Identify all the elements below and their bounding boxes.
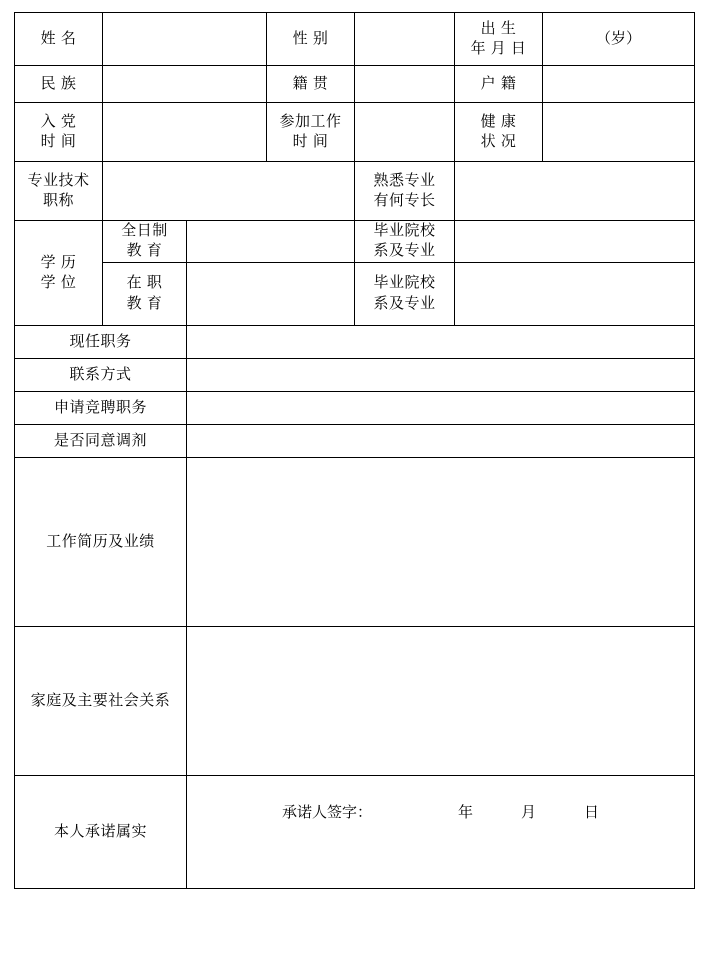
value-household[interactable] (543, 66, 695, 103)
label-party-line2: 时 间 (40, 133, 77, 150)
table-row (15, 262, 695, 325)
table-row (15, 325, 695, 358)
label-work-experience: 工作简历及业绩 (15, 457, 187, 626)
label-school2-line2: 系及专业 (373, 294, 436, 312)
value-graduate-school-2[interactable] (455, 262, 695, 325)
label-graduate-school-1 (355, 221, 455, 263)
label-specialty-line1: 熟悉专业 (373, 171, 436, 189)
label-fulltime-line2: 教 育 (126, 242, 163, 260)
value-agree-transfer[interactable] (187, 424, 695, 457)
label-professional-title (15, 162, 103, 221)
table-row (15, 13, 695, 66)
value-contact[interactable] (187, 358, 695, 391)
label-education-degree (15, 221, 103, 326)
table-row (15, 424, 695, 457)
table-row (15, 162, 695, 221)
label-work-line2: 时 间 (292, 133, 329, 150)
table-row (15, 626, 695, 775)
label-gender: 性 别 (267, 13, 355, 66)
signature-label: 承诺人签字： (281, 803, 372, 821)
table-row (15, 103, 695, 162)
value-current-position[interactable] (187, 325, 695, 358)
signature-month: 月 (521, 803, 537, 821)
label-inservice-line2: 教 育 (126, 294, 163, 312)
signature-day: 日 (584, 803, 600, 821)
value-birth-date[interactable] (543, 13, 695, 66)
value-work-experience[interactable] (187, 457, 695, 626)
label-age: （岁） (595, 30, 641, 48)
label-specialty (355, 162, 455, 221)
value-professional-title[interactable] (103, 162, 355, 221)
label-title-line2: 职称 (42, 192, 74, 209)
value-graduate-school-1[interactable] (455, 221, 695, 263)
label-birth-line1: 出 生 (480, 19, 517, 37)
value-nation[interactable] (103, 66, 267, 103)
value-applied-position[interactable] (187, 391, 695, 424)
label-school1-line1: 毕业院校 (373, 222, 436, 239)
label-nation: 民 族 (15, 66, 103, 103)
label-party-join-time (15, 103, 103, 162)
table-row (15, 221, 695, 263)
label-specialty-line2: 有何专长 (373, 192, 436, 209)
label-self-commitment: 本人承诺属实 (15, 775, 187, 888)
label-health (455, 103, 543, 162)
label-birth-line2: 年 月 日 (470, 40, 527, 57)
label-native-place: 籍 贯 (267, 66, 355, 103)
label-current-position: 现任职务 (15, 325, 187, 358)
table-row (15, 391, 695, 424)
label-fulltime-education (103, 221, 187, 263)
label-inservice-education (103, 262, 187, 325)
value-gender[interactable] (355, 13, 455, 66)
value-work-start-time[interactable] (355, 103, 455, 162)
value-health[interactable] (543, 103, 695, 162)
label-graduate-school-2 (355, 262, 455, 325)
label-inservice-line1: 在 职 (126, 274, 163, 292)
label-edu-line2: 学 位 (40, 273, 77, 291)
table-row (15, 358, 695, 391)
label-contact: 联系方式 (15, 358, 187, 391)
label-household: 户 籍 (455, 66, 543, 103)
signature-year: 年 (457, 803, 473, 821)
label-work-start-time (267, 103, 355, 162)
signature-line (187, 802, 694, 824)
label-applied-position: 申请竞聘职务 (15, 391, 187, 424)
label-edu-line1: 学 历 (40, 253, 77, 271)
value-inservice-education[interactable] (187, 262, 355, 325)
label-school2-line1: 毕业院校 (373, 274, 436, 292)
value-specialty[interactable] (455, 162, 695, 221)
label-birth-date (455, 13, 543, 66)
personnel-application-form (14, 12, 695, 889)
label-health-line1: 健 康 (480, 112, 517, 130)
table-row (15, 775, 695, 888)
value-fulltime-education[interactable] (187, 221, 355, 263)
label-name: 姓 名 (15, 13, 103, 66)
label-title-line1: 专业技术 (27, 171, 90, 189)
label-agree-transfer: 是否同意调剂 (15, 424, 187, 457)
value-native-place[interactable] (355, 66, 455, 103)
value-family-relations[interactable] (187, 626, 695, 775)
label-health-line2: 状 况 (480, 133, 517, 150)
table-row (15, 457, 695, 626)
value-name[interactable] (103, 13, 267, 66)
label-party-line1: 入 党 (40, 112, 77, 130)
label-fulltime-line1: 全日制 (121, 222, 168, 239)
label-work-line1: 参加工作 (279, 112, 342, 130)
label-family-relations: 家庭及主要社会关系 (15, 626, 187, 775)
value-party-join-time[interactable] (103, 103, 267, 162)
label-school1-line2: 系及专业 (373, 242, 436, 260)
table-row (15, 66, 695, 103)
value-self-commitment[interactable] (187, 775, 695, 888)
